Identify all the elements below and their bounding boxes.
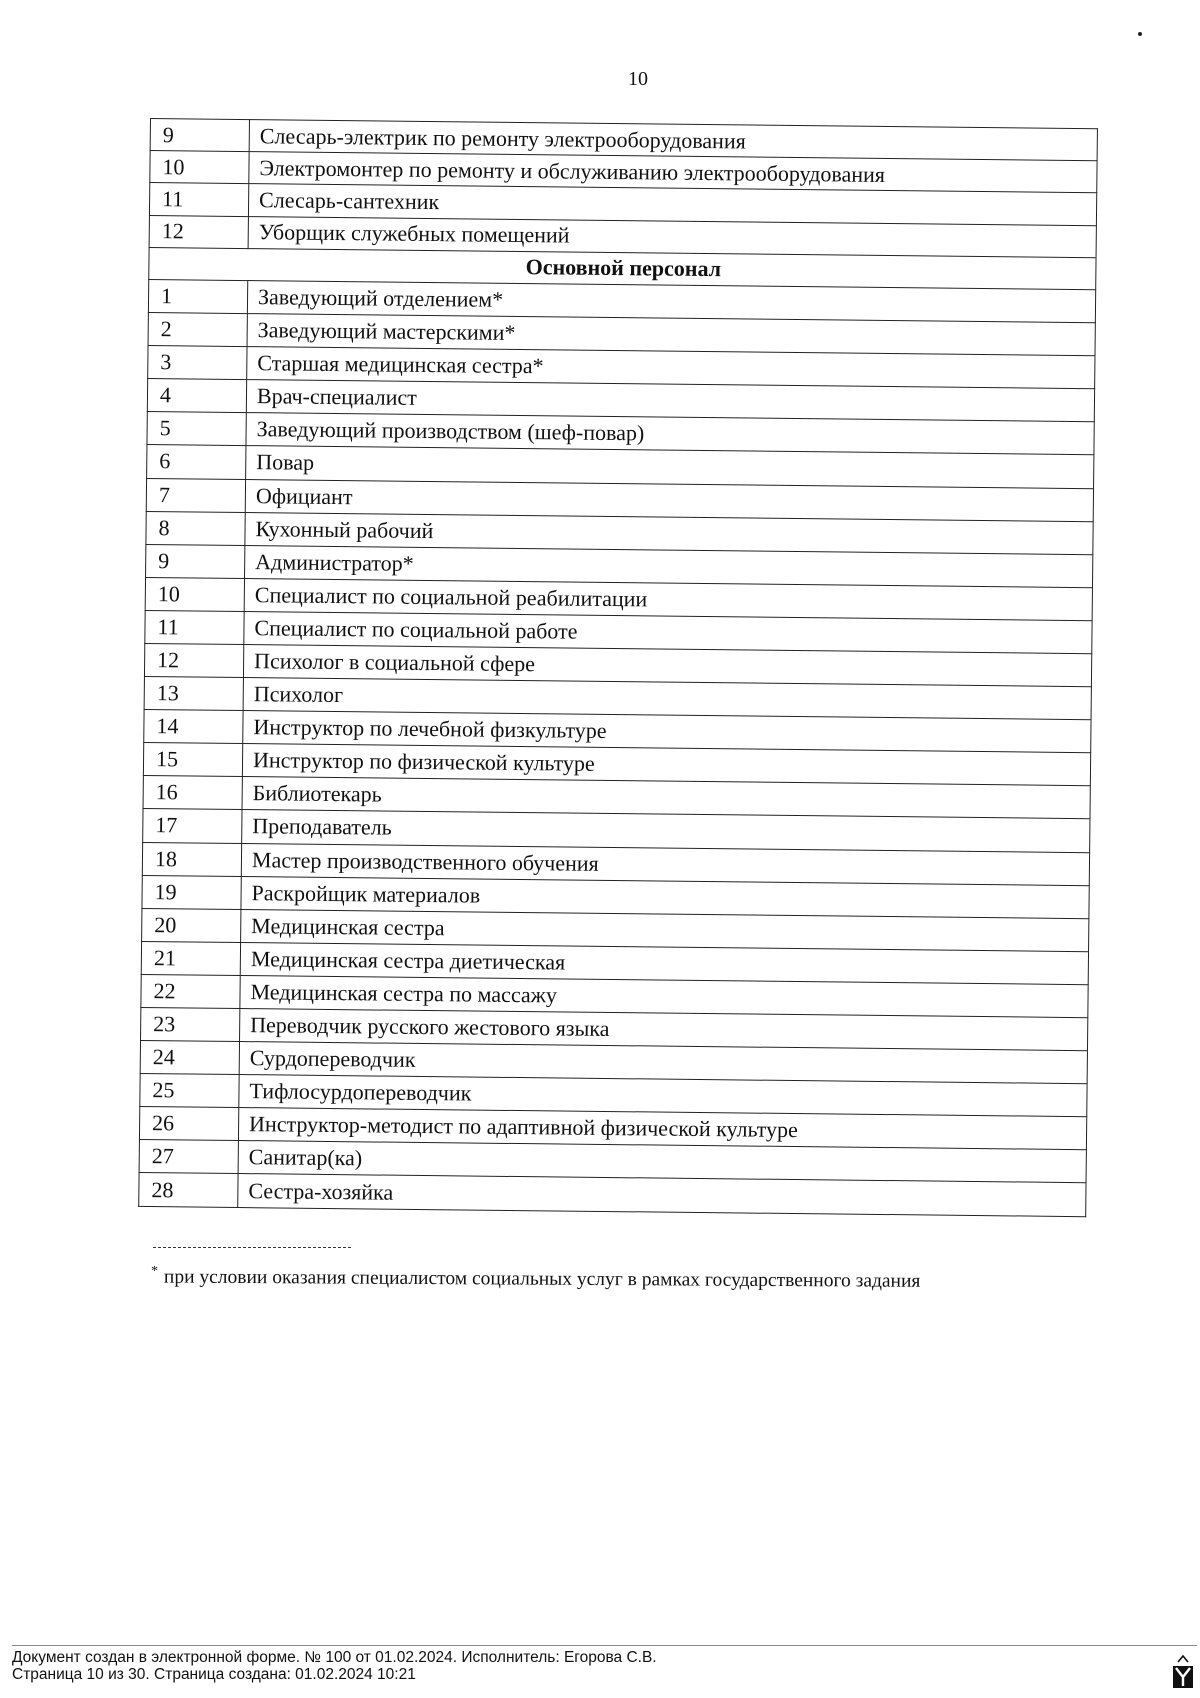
stamp-icon xyxy=(1172,1652,1194,1690)
position-name: Тифлосурдопереводчик xyxy=(239,1075,1087,1117)
position-name: Медицинская сестра диетическая xyxy=(240,942,1088,984)
position-name: Сурдопереводчик xyxy=(239,1042,1087,1084)
position-name: Психолог xyxy=(243,678,1091,720)
page-number: 10 xyxy=(628,68,648,90)
position-name: Мастер производственного обучения xyxy=(241,843,1089,885)
row-number: 3 xyxy=(148,346,247,380)
support-staff-rows xyxy=(149,119,1097,258)
position-name: Медицинская сестра xyxy=(241,909,1089,951)
position-name: Библиотекарь xyxy=(242,777,1090,819)
row-number: 7 xyxy=(146,478,245,512)
position-name: Инструктор по физической культуре xyxy=(242,744,1090,786)
position-name: Администратор* xyxy=(245,545,1093,587)
row-number: 12 xyxy=(149,215,248,248)
row-number: 14 xyxy=(144,710,243,744)
position-name: Слесарь-сантехник xyxy=(248,184,1096,225)
row-number: 21 xyxy=(141,941,240,975)
row-number: 16 xyxy=(143,776,242,810)
position-name: Официант xyxy=(245,479,1093,521)
position-name: Электромонтер по ремонту и обслуживанию электрооборудования xyxy=(249,152,1097,193)
document-meta xyxy=(12,1649,657,1683)
row-number: 2 xyxy=(148,313,247,347)
position-name: Слесарь-электрик по ремонту электрооборудования xyxy=(249,120,1097,161)
staff-table xyxy=(138,118,1098,1217)
row-number: 4 xyxy=(147,379,246,413)
position-name: Санитар(ка) xyxy=(238,1141,1086,1183)
row-number: 26 xyxy=(139,1107,238,1141)
footnote-divider xyxy=(153,1247,351,1248)
row-number: 8 xyxy=(146,511,245,545)
row-number: 28 xyxy=(139,1173,238,1207)
position-name: Инструктор-методист по адаптивной физической культуре xyxy=(238,1108,1086,1150)
position-name: Кухонный рабочий xyxy=(245,512,1093,554)
footnote-marker: * xyxy=(150,1264,158,1280)
position-name: Специалист по социальной реабилитации xyxy=(244,578,1092,620)
row-number: 18 xyxy=(142,842,241,876)
position-name: Психолог в социальной сфере xyxy=(243,645,1091,687)
main-staff-rows xyxy=(139,279,1096,1216)
row-number: 10 xyxy=(145,577,244,611)
position-name: Повар xyxy=(246,446,1094,488)
footnote xyxy=(151,1264,921,1293)
position-name: Старшая медицинская сестра* xyxy=(247,347,1095,389)
row-number: 9 xyxy=(150,119,249,152)
footer-rule xyxy=(12,1645,1197,1646)
row-number: 27 xyxy=(139,1140,238,1174)
row-number: 12 xyxy=(144,643,243,677)
position-name: Специалист по социальной работе xyxy=(244,611,1092,653)
row-number: 11 xyxy=(145,610,244,644)
row-number: 23 xyxy=(141,1007,240,1041)
meta-line-1: Документ создан в электронной форме. № 100 от 01.02.2024. Исполнитель: Егорова С.В. xyxy=(12,1649,657,1666)
position-name: Инструктор по лечебной физкультуре xyxy=(243,711,1091,753)
row-number: 9 xyxy=(146,544,245,578)
position-name: Уборщик служебных помещений xyxy=(248,216,1096,257)
position-name: Заведующий мастерскими* xyxy=(247,314,1095,356)
row-number: 22 xyxy=(141,974,240,1008)
row-number: 24 xyxy=(140,1041,239,1075)
row-number: 11 xyxy=(149,183,248,216)
scan-speck xyxy=(1138,32,1142,36)
row-number: 6 xyxy=(147,445,246,479)
section-title: Основной персонал xyxy=(149,247,1096,289)
position-name: Раскройщик материалов xyxy=(241,876,1089,918)
footnote-text: при условии оказания специалистом социальных услуг в рамках государственного задания xyxy=(163,1266,921,1292)
row-number: 13 xyxy=(144,677,243,711)
row-number: 25 xyxy=(140,1074,239,1108)
position-name: Переводчик русского жестового языка xyxy=(240,1009,1088,1051)
row-number: 1 xyxy=(148,279,247,313)
position-name: Заведующий производством (шеф-повар) xyxy=(246,413,1094,455)
meta-line-2: Страница 10 из 30. Страница создана: 01.02.2024 10:21 xyxy=(12,1666,416,1683)
row-number: 19 xyxy=(142,875,241,909)
row-number: 5 xyxy=(147,412,246,446)
position-name: Преподаватель xyxy=(242,810,1090,852)
position-name: Медицинская сестра по массажу xyxy=(240,975,1088,1017)
position-name: Заведующий отделением* xyxy=(247,281,1095,323)
row-number: 17 xyxy=(143,809,242,843)
row-number: 10 xyxy=(150,151,249,184)
position-name: Врач-специалист xyxy=(246,380,1094,422)
row-number: 20 xyxy=(142,908,241,942)
position-name: Сестра-хозяйка xyxy=(238,1174,1086,1216)
row-number: 15 xyxy=(143,743,242,777)
